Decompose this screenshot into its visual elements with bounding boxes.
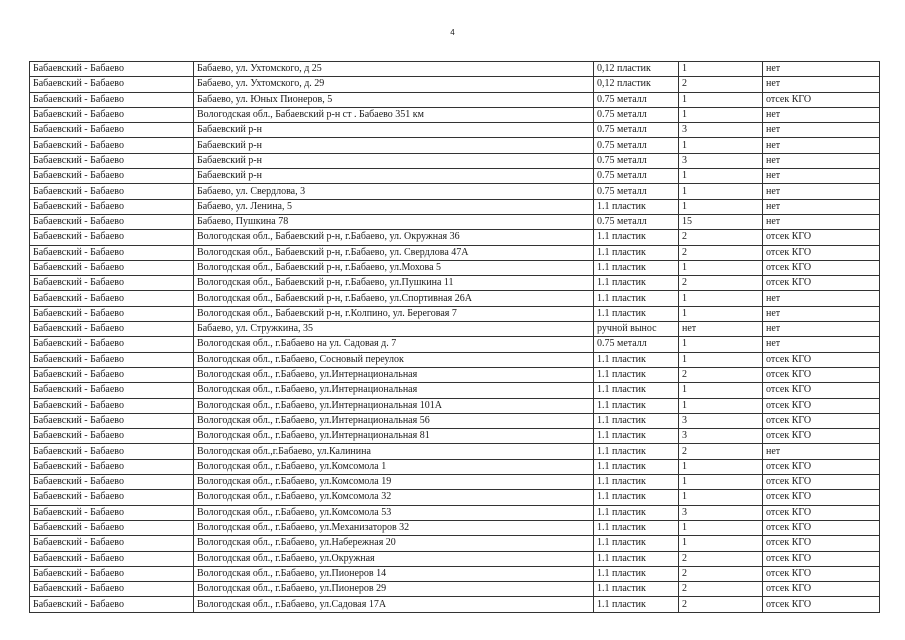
bulky-waste-cell: отсек КГО xyxy=(763,582,880,597)
address-cell: Вологодская обл., Бабаевский р-н, г.Колпино, ул. Береговая 7 xyxy=(194,306,594,321)
container-type-cell: 0.75 металл xyxy=(594,214,679,229)
container-type-cell: ручной вынос xyxy=(594,322,679,337)
district-cell: Бабаевский - Бабаево xyxy=(30,153,194,168)
table-row xyxy=(30,444,880,459)
bulky-waste-cell: отсек КГО xyxy=(763,383,880,398)
table-row xyxy=(30,260,880,275)
district-cell: Бабаевский - Бабаево xyxy=(30,597,194,612)
table-row xyxy=(30,566,880,581)
bulky-waste-cell: нет xyxy=(763,153,880,168)
district-cell: Бабаевский - Бабаево xyxy=(30,429,194,444)
container-type-cell: 0.75 металл xyxy=(594,92,679,107)
bulky-waste-cell: отсек КГО xyxy=(763,367,880,382)
container-type-cell: 1.1 пластик xyxy=(594,520,679,535)
container-count-cell: 1 xyxy=(679,459,763,474)
table-row xyxy=(30,62,880,77)
container-count-cell: 2 xyxy=(679,566,763,581)
bulky-waste-cell: отсек КГО xyxy=(763,505,880,520)
table-row xyxy=(30,77,880,92)
bulky-waste-cell: нет xyxy=(763,291,880,306)
container-type-cell: 0.75 металл xyxy=(594,138,679,153)
table-row xyxy=(30,214,880,229)
address-cell: Вологодская обл., Бабаевский р-н, г.Бабаево, ул. Свердлова 47А xyxy=(194,245,594,260)
table-row xyxy=(30,107,880,122)
address-cell: Вологодская обл., Бабаевский р-н, г.Бабаево, ул.Пушкина 11 xyxy=(194,276,594,291)
address-cell: Вологодская обл., г.Бабаево, ул.Окружная xyxy=(194,551,594,566)
bulky-waste-cell: отсек КГО xyxy=(763,597,880,612)
bulky-waste-cell: отсек КГО xyxy=(763,260,880,275)
bulky-waste-cell: нет xyxy=(763,214,880,229)
table-row xyxy=(30,337,880,352)
district-cell: Бабаевский - Бабаево xyxy=(30,444,194,459)
table-row xyxy=(30,138,880,153)
container-sites-table xyxy=(29,61,880,613)
table-row xyxy=(30,490,880,505)
bulky-waste-cell: отсек КГО xyxy=(763,551,880,566)
bulky-waste-cell: отсек КГО xyxy=(763,536,880,551)
table-row xyxy=(30,398,880,413)
district-cell: Бабаевский - Бабаево xyxy=(30,260,194,275)
address-cell: Вологодская обл., г.Бабаево, ул.Комсомола 32 xyxy=(194,490,594,505)
address-cell: Вологодская обл., г.Бабаево, ул.Комсомола 53 xyxy=(194,505,594,520)
bulky-waste-cell: нет xyxy=(763,169,880,184)
container-count-cell: 2 xyxy=(679,551,763,566)
table-row xyxy=(30,184,880,199)
container-type-cell: 0.75 металл xyxy=(594,169,679,184)
container-count-cell: нет xyxy=(679,322,763,337)
container-count-cell: 1 xyxy=(679,291,763,306)
container-type-cell: 1.1 пластик xyxy=(594,505,679,520)
address-cell: Бабаево, Пушкина 78 xyxy=(194,214,594,229)
address-cell: Вологодская обл., г.Бабаево, Сосновый переулок xyxy=(194,352,594,367)
container-count-cell: 3 xyxy=(679,413,763,428)
district-cell: Бабаевский - Бабаево xyxy=(30,459,194,474)
container-type-cell: 1.1 пластик xyxy=(594,597,679,612)
address-cell: Бабаево, ул. Свердлова, 3 xyxy=(194,184,594,199)
bulky-waste-cell: нет xyxy=(763,138,880,153)
container-count-cell: 1 xyxy=(679,475,763,490)
address-cell: Вологодская обл., г.Бабаево, ул.Пионеров 14 xyxy=(194,566,594,581)
container-count-cell: 2 xyxy=(679,230,763,245)
container-type-cell: 1.1 пластик xyxy=(594,367,679,382)
district-cell: Бабаевский - Бабаево xyxy=(30,77,194,92)
container-count-cell: 1 xyxy=(679,199,763,214)
address-cell: Вологодская обл., Бабаевский р-н, г.Бабаево, ул.Спортивная 26А xyxy=(194,291,594,306)
container-count-cell: 3 xyxy=(679,123,763,138)
address-cell: Вологодская обл.,г.Бабаево, ул.Калинина xyxy=(194,444,594,459)
container-count-cell: 1 xyxy=(679,383,763,398)
container-count-cell: 1 xyxy=(679,62,763,77)
address-cell: Вологодская обл., г.Бабаево, ул.Садовая 17А xyxy=(194,597,594,612)
table-row xyxy=(30,199,880,214)
container-count-cell: 3 xyxy=(679,505,763,520)
district-cell: Бабаевский - Бабаево xyxy=(30,230,194,245)
bulky-waste-cell: нет xyxy=(763,322,880,337)
container-type-cell: 1.1 пластик xyxy=(594,490,679,505)
container-count-cell: 2 xyxy=(679,597,763,612)
container-type-cell: 0.75 металл xyxy=(594,123,679,138)
container-type-cell: 1.1 пластик xyxy=(594,459,679,474)
container-type-cell: 0.75 металл xyxy=(594,184,679,199)
table-row xyxy=(30,153,880,168)
table-row xyxy=(30,597,880,612)
bulky-waste-cell: отсек КГО xyxy=(763,230,880,245)
address-cell: Вологодская обл., Бабаевский р-н ст . Бабаево 351 км xyxy=(194,107,594,122)
table-row xyxy=(30,551,880,566)
address-cell: Бабаево, ул. Ухтомского, д 25 xyxy=(194,62,594,77)
container-count-cell: 1 xyxy=(679,490,763,505)
bulky-waste-cell: отсек КГО xyxy=(763,459,880,474)
district-cell: Бабаевский - Бабаево xyxy=(30,245,194,260)
table-row xyxy=(30,92,880,107)
district-cell: Бабаевский - Бабаево xyxy=(30,92,194,107)
container-type-cell: 1.1 пластик xyxy=(594,536,679,551)
container-type-cell: 0,12 пластик xyxy=(594,62,679,77)
container-count-cell: 2 xyxy=(679,582,763,597)
table-row xyxy=(30,123,880,138)
page-number: 4 xyxy=(450,28,455,37)
district-cell: Бабаевский - Бабаево xyxy=(30,352,194,367)
container-type-cell: 1.1 пластик xyxy=(594,199,679,214)
container-type-cell: 0.75 металл xyxy=(594,337,679,352)
district-cell: Бабаевский - Бабаево xyxy=(30,337,194,352)
table-row xyxy=(30,505,880,520)
container-type-cell: 1.1 пластик xyxy=(594,429,679,444)
table-row xyxy=(30,322,880,337)
district-cell: Бабаевский - Бабаево xyxy=(30,138,194,153)
container-count-cell: 1 xyxy=(679,260,763,275)
table-row xyxy=(30,291,880,306)
table-row xyxy=(30,245,880,260)
table-row xyxy=(30,306,880,321)
address-cell: Бабаево, ул. Ленина, 5 xyxy=(194,199,594,214)
container-count-cell: 1 xyxy=(679,306,763,321)
table-row xyxy=(30,475,880,490)
district-cell: Бабаевский - Бабаево xyxy=(30,505,194,520)
district-cell: Бабаевский - Бабаево xyxy=(30,214,194,229)
container-count-cell: 2 xyxy=(679,245,763,260)
container-type-cell: 1.1 пластик xyxy=(594,306,679,321)
address-cell: Бабаево, ул. Юных Пионеров, 5 xyxy=(194,92,594,107)
container-type-cell: 1.1 пластик xyxy=(594,551,679,566)
address-cell: Бабаево, ул. Стружкина, 35 xyxy=(194,322,594,337)
table-row xyxy=(30,367,880,382)
container-count-cell: 2 xyxy=(679,77,763,92)
district-cell: Бабаевский - Бабаево xyxy=(30,169,194,184)
container-count-cell: 1 xyxy=(679,520,763,535)
bulky-waste-cell: отсек КГО xyxy=(763,398,880,413)
table-body xyxy=(30,62,880,613)
container-type-cell: 0.75 металл xyxy=(594,153,679,168)
table-row xyxy=(30,169,880,184)
container-count-cell: 1 xyxy=(679,337,763,352)
address-cell: Вологодская обл., г.Бабаево, ул.Интернациональная 56 xyxy=(194,413,594,428)
district-cell: Бабаевский - Бабаево xyxy=(30,398,194,413)
district-cell: Бабаевский - Бабаево xyxy=(30,490,194,505)
district-cell: Бабаевский - Бабаево xyxy=(30,413,194,428)
bulky-waste-cell: нет xyxy=(763,306,880,321)
bulky-waste-cell: отсек КГО xyxy=(763,490,880,505)
district-cell: Бабаевский - Бабаево xyxy=(30,582,194,597)
address-cell: Вологодская обл., Бабаевский р-н, г.Бабаево, ул. Окружная 36 xyxy=(194,230,594,245)
district-cell: Бабаевский - Бабаево xyxy=(30,551,194,566)
bulky-waste-cell: отсек КГО xyxy=(763,520,880,535)
address-cell: Бабаевский р-н xyxy=(194,138,594,153)
container-count-cell: 2 xyxy=(679,367,763,382)
container-type-cell: 1.1 пластик xyxy=(594,245,679,260)
bulky-waste-cell: нет xyxy=(763,107,880,122)
district-cell: Бабаевский - Бабаево xyxy=(30,475,194,490)
container-type-cell: 1.1 пластик xyxy=(594,566,679,581)
bulky-waste-cell: нет xyxy=(763,77,880,92)
container-type-cell: 1.1 пластик xyxy=(594,398,679,413)
district-cell: Бабаевский - Бабаево xyxy=(30,276,194,291)
container-count-cell: 2 xyxy=(679,276,763,291)
container-type-cell: 1.1 пластик xyxy=(594,383,679,398)
bulky-waste-cell: нет xyxy=(763,123,880,138)
district-cell: Бабаевский - Бабаево xyxy=(30,107,194,122)
container-type-cell: 1.1 пластик xyxy=(594,230,679,245)
bulky-waste-cell: отсек КГО xyxy=(763,276,880,291)
bulky-waste-cell: отсек КГО xyxy=(763,413,880,428)
bulky-waste-cell: отсек КГО xyxy=(763,352,880,367)
container-count-cell: 1 xyxy=(679,398,763,413)
bulky-waste-cell: отсек КГО xyxy=(763,475,880,490)
address-cell: Бабаевский р-н xyxy=(194,153,594,168)
address-cell: Вологодская обл., г.Бабаево, ул.Комсомола 1 xyxy=(194,459,594,474)
address-cell: Вологодская обл., г.Бабаево, ул.Интернациональная xyxy=(194,367,594,382)
district-cell: Бабаевский - Бабаево xyxy=(30,566,194,581)
container-type-cell: 1.1 пластик xyxy=(594,582,679,597)
container-count-cell: 2 xyxy=(679,444,763,459)
address-cell: Вологодская обл., г.Бабаево, ул.Интернациональная 101А xyxy=(194,398,594,413)
table-row xyxy=(30,459,880,474)
container-count-cell: 3 xyxy=(679,153,763,168)
container-type-cell: 1.1 пластик xyxy=(594,444,679,459)
bulky-waste-cell: отсек КГО xyxy=(763,429,880,444)
address-cell: Вологодская обл., г.Бабаево на ул. Садовая д. 7 xyxy=(194,337,594,352)
bulky-waste-cell: нет xyxy=(763,184,880,199)
container-count-cell: 1 xyxy=(679,184,763,199)
district-cell: Бабаевский - Бабаево xyxy=(30,520,194,535)
table-row xyxy=(30,352,880,367)
container-count-cell: 1 xyxy=(679,138,763,153)
container-type-cell: 0,12 пластик xyxy=(594,77,679,92)
address-cell: Вологодская обл., г.Бабаево, ул.Интернациональная xyxy=(194,383,594,398)
bulky-waste-cell: отсек КГО xyxy=(763,245,880,260)
address-cell: Вологодская обл., г.Бабаево, ул.Комсомола 19 xyxy=(194,475,594,490)
address-cell: Бабаево, ул. Ухтомского, д. 29 xyxy=(194,77,594,92)
container-type-cell: 1.1 пластик xyxy=(594,352,679,367)
address-cell: Вологодская обл., г.Бабаево, ул.Механизаторов 32 xyxy=(194,520,594,535)
table-row xyxy=(30,230,880,245)
district-cell: Бабаевский - Бабаево xyxy=(30,199,194,214)
container-type-cell: 1.1 пластик xyxy=(594,276,679,291)
container-count-cell: 1 xyxy=(679,92,763,107)
table-row xyxy=(30,429,880,444)
bulky-waste-cell: нет xyxy=(763,199,880,214)
table-row xyxy=(30,413,880,428)
district-cell: Бабаевский - Бабаево xyxy=(30,62,194,77)
container-count-cell: 1 xyxy=(679,536,763,551)
address-cell: Вологодская обл., г.Бабаево, ул.Интернациональная 81 xyxy=(194,429,594,444)
container-count-cell: 1 xyxy=(679,107,763,122)
district-cell: Бабаевский - Бабаево xyxy=(30,184,194,199)
table-row xyxy=(30,520,880,535)
container-count-cell: 15 xyxy=(679,214,763,229)
address-cell: Бабаевский р-н xyxy=(194,123,594,138)
container-type-cell: 1.1 пластик xyxy=(594,475,679,490)
district-cell: Бабаевский - Бабаево xyxy=(30,306,194,321)
address-cell: Вологодская обл., г.Бабаево, ул.Пионеров 29 xyxy=(194,582,594,597)
table-row xyxy=(30,536,880,551)
district-cell: Бабаевский - Бабаево xyxy=(30,123,194,138)
district-cell: Бабаевский - Бабаево xyxy=(30,322,194,337)
container-count-cell: 1 xyxy=(679,169,763,184)
bulky-waste-cell: нет xyxy=(763,444,880,459)
container-type-cell: 0.75 металл xyxy=(594,107,679,122)
bulky-waste-cell: нет xyxy=(763,337,880,352)
district-cell: Бабаевский - Бабаево xyxy=(30,536,194,551)
address-cell: Бабаевский р-н xyxy=(194,169,594,184)
district-cell: Бабаевский - Бабаево xyxy=(30,367,194,382)
district-cell: Бабаевский - Бабаево xyxy=(30,291,194,306)
bulky-waste-cell: отсек КГО xyxy=(763,92,880,107)
container-type-cell: 1.1 пластик xyxy=(594,260,679,275)
district-cell: Бабаевский - Бабаево xyxy=(30,383,194,398)
container-type-cell: 1.1 пластик xyxy=(594,413,679,428)
bulky-waste-cell: отсек КГО xyxy=(763,566,880,581)
container-count-cell: 3 xyxy=(679,429,763,444)
bulky-waste-cell: нет xyxy=(763,62,880,77)
table-row xyxy=(30,276,880,291)
table-row xyxy=(30,383,880,398)
address-cell: Вологодская обл., г.Бабаево, ул.Набережная 20 xyxy=(194,536,594,551)
table-row xyxy=(30,582,880,597)
address-cell: Вологодская обл., Бабаевский р-н, г.Бабаево, ул.Мохова 5 xyxy=(194,260,594,275)
container-count-cell: 1 xyxy=(679,352,763,367)
container-type-cell: 1.1 пластик xyxy=(594,291,679,306)
